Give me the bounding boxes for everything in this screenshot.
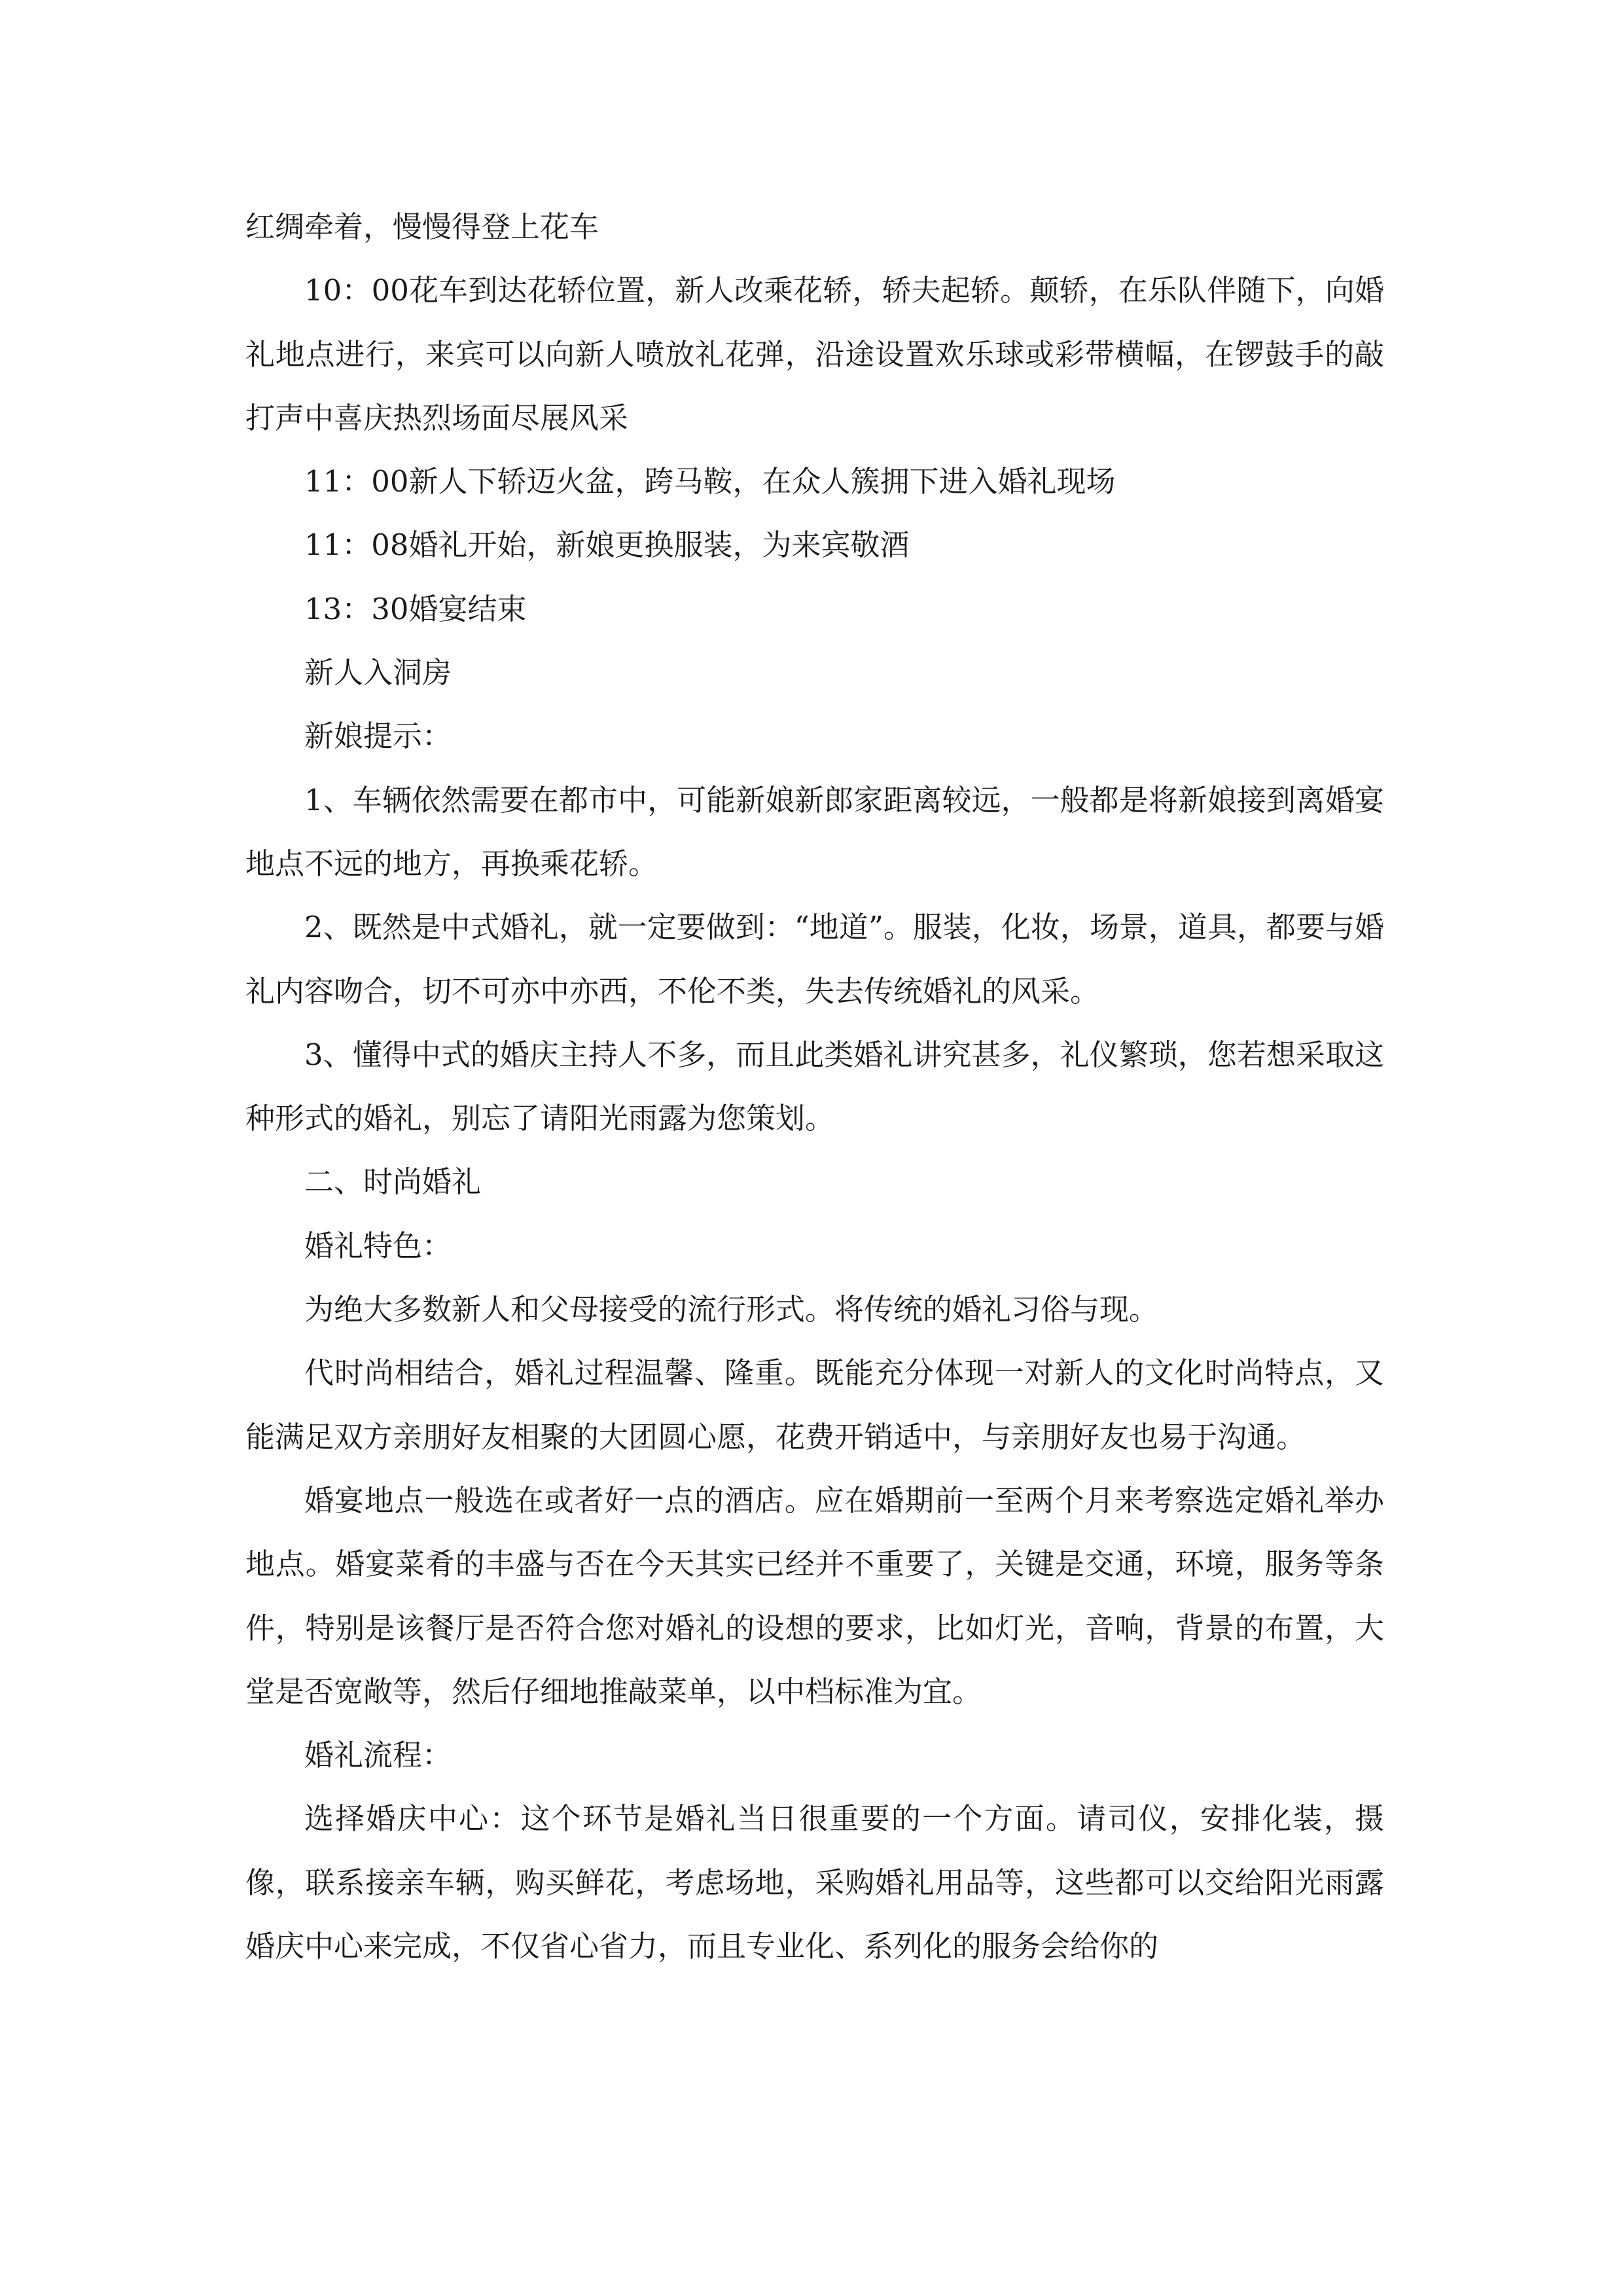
paragraph-3: 11：00新人下轿迈火盆，跨马鞍，在众人簇拥下进入婚礼现场 bbox=[304, 464, 1116, 499]
paragraph-4: 11：08婚礼开始，新娘更换服装，为来宾敬酒 bbox=[304, 528, 910, 563]
document-body bbox=[245, 195, 1384, 1978]
section-heading: 二、时尚婚礼 bbox=[304, 1164, 482, 1200]
paragraph-10: 3、懂得中式的婚庆主持人不多，而且此类婚礼讲究甚多，礼仪繁琐，您若想采取这种形式的婚礼，别忘了请阳光雨露为您策划。 bbox=[245, 1037, 1384, 1136]
paragraph-12: 婚礼特色： bbox=[304, 1228, 452, 1263]
paragraph-13: 为绝大多数新人和父母接受的流行形式。将传统的婚礼习俗与现。 bbox=[304, 1292, 1159, 1327]
paragraph-8: 1、车辆依然需要在都市中，可能新娘新郎家距离较远，一般都是将新娘接到离婚宴地点不远的地方，再换乘花轿。 bbox=[245, 782, 1384, 881]
paragraph-7: 新娘提示： bbox=[304, 719, 452, 754]
paragraph-16: 婚礼流程： bbox=[304, 1738, 452, 1773]
paragraph-15: 婚宴地点一般选在或者好一点的酒店。应在婚期前一至两个月来考察选定婚礼举办地点。婚宴菜肴的丰盛与否在今天其实已经并不重要了，关键是交通，环境，服务等条件，特别是该餐厅是否符合您对婚礼的设想的要求，比如灯光，音响，背景的布置，大堂是否宽敞等，然后仔细地推敲菜单，以中档标准为宜。 bbox=[245, 1482, 1384, 1709]
paragraph-5: 13：30婚宴结束 bbox=[304, 591, 527, 626]
paragraph-17: 选择婚庆中心：这个环节是婚礼当日很重要的一个方面。请司仪，安排化装，摄像，联系接亲车辆，购买鲜花，考虑场地，采购婚礼用品等，这些都可以交给阳光雨露婚庆中心来完成，不仅省心省力，而且专业化、系列化的服务会给你的 bbox=[245, 1801, 1384, 1964]
paragraph-2: 10：00花车到达花轿位置，新人改乘花轿，轿夫起轿。颠轿，在乐队伴随下，向婚礼地点进行，来宾可以向新人喷放礼花弹，沿途设置欢乐球或彩带横幅，在锣鼓手的敲打声中喜庆热烈场面尽展风采 bbox=[245, 273, 1384, 435]
paragraph-9: 2、既然是中式婚礼，就一定要做到：“地道”。服装，化妆，场景，道具，都要与婚礼内容吻合，切不可亦中亦西，不伦不类，失去传统婚礼的风采。 bbox=[245, 910, 1384, 1009]
paragraph-14: 代时尚相结合，婚礼过程温馨、隆重。既能充分体现一对新人的文化时尚特点，又能满足双方亲朋好友相聚的大团圆心愿，花费开销适中，与亲朋好友也易于沟通。 bbox=[245, 1355, 1384, 1454]
paragraph-1: 红绸牵着，慢慢得登上花车 bbox=[245, 209, 599, 244]
paragraph-6: 新人入洞房 bbox=[304, 655, 452, 691]
